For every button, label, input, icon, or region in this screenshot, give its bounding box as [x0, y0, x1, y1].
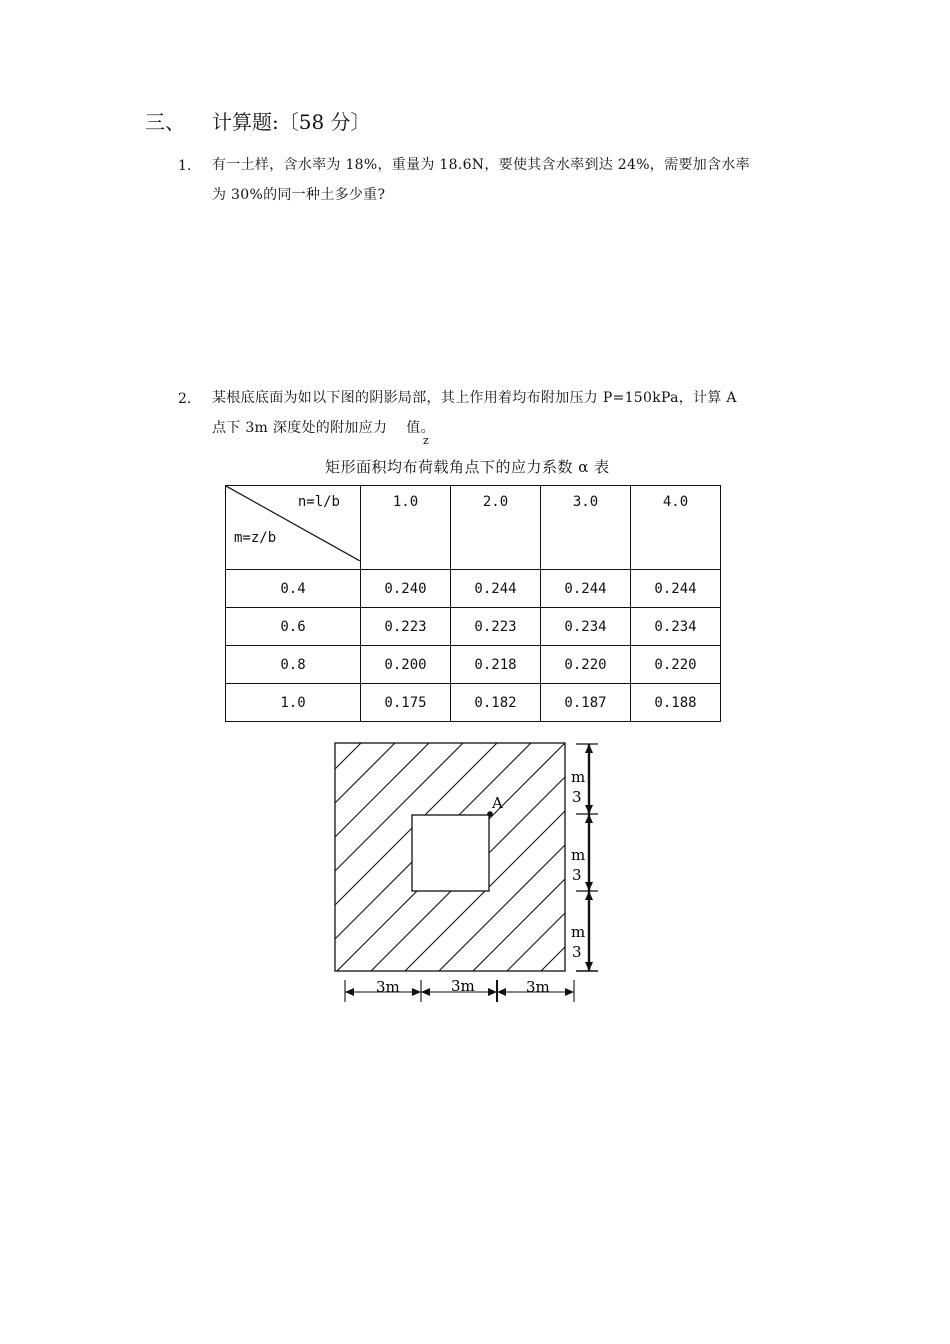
right-dim-value: 3	[572, 788, 582, 806]
question-2-line-1: 某根底底面为如以下图的阴影局部，其上作用着均布附加压力 P=150kPa，计算 A	[212, 390, 737, 406]
column-header: 3.0	[541, 486, 631, 570]
table-row	[226, 570, 721, 608]
right-dim-unit: m	[571, 923, 586, 941]
right-dim-unit: m	[571, 846, 586, 864]
right-dim-value: 3	[572, 943, 582, 961]
corner-label-m: m=z/b	[234, 530, 277, 546]
table-caption: 矩形面积均布荷载角点下的应力系数 α 表	[325, 458, 610, 476]
question-2-line-2: 点下 3m 深度处的附加应力 值。	[212, 420, 435, 436]
table-cell: 0.187	[541, 684, 631, 722]
question-2-number: 2.	[178, 391, 192, 407]
table-row	[226, 646, 721, 684]
section-title: 计算题:〔58 分〕	[212, 110, 371, 134]
column-header: 1.0	[361, 486, 451, 570]
table-cell: 0.234	[541, 608, 631, 646]
table-cell: 0.244	[451, 570, 541, 608]
question-1-text	[212, 150, 812, 210]
table-cell: 0.240	[361, 570, 451, 608]
table-row	[226, 684, 721, 722]
table-cell: 0.234	[631, 608, 721, 646]
stress-subscript: z	[423, 434, 429, 447]
point-a-label: A	[492, 794, 503, 812]
bottom-dim-label: 3m	[376, 978, 400, 996]
question-1-line-1: 有一土样，含水率为 18%，重量为 18.6N，要使其含水率到达 24%，需要加含水率	[212, 157, 750, 173]
inner-square	[412, 815, 489, 891]
table-cell: 0.200	[361, 646, 451, 684]
table-corner-cell	[226, 486, 361, 570]
row-header: 0.8	[226, 646, 361, 684]
section-number: 三、	[145, 110, 185, 134]
table-cell: 0.188	[631, 684, 721, 722]
table-row	[226, 608, 721, 646]
question-1-number: 1.	[178, 158, 192, 174]
table-cell: 0.182	[451, 684, 541, 722]
right-dim-unit: m	[571, 768, 586, 786]
row-header: 0.6	[226, 608, 361, 646]
table-cell: 0.218	[451, 646, 541, 684]
bottom-dim-label: 3m	[451, 977, 475, 995]
table-cell: 0.175	[361, 684, 451, 722]
bottom-dim-label: 3m	[526, 978, 550, 996]
table-cell: 0.220	[541, 646, 631, 684]
table-header-row	[226, 486, 721, 570]
question-2-text	[212, 383, 812, 443]
row-header: 0.4	[226, 570, 361, 608]
row-header: 1.0	[226, 684, 361, 722]
point-a-marker	[487, 811, 493, 817]
right-dim-value: 3	[572, 866, 582, 884]
table-cell: 0.223	[361, 608, 451, 646]
table-cell: 0.220	[631, 646, 721, 684]
stress-coefficient-table	[225, 485, 721, 722]
corner-label-n: n=l/b	[297, 494, 340, 510]
question-1-line-2: 为 30%的同一种土多少重?	[212, 187, 386, 203]
column-header: 2.0	[451, 486, 541, 570]
column-header: 4.0	[631, 486, 721, 570]
table-cell: 0.244	[541, 570, 631, 608]
table-cell: 0.244	[631, 570, 721, 608]
foundation-figure	[300, 735, 620, 1010]
table-cell: 0.223	[451, 608, 541, 646]
